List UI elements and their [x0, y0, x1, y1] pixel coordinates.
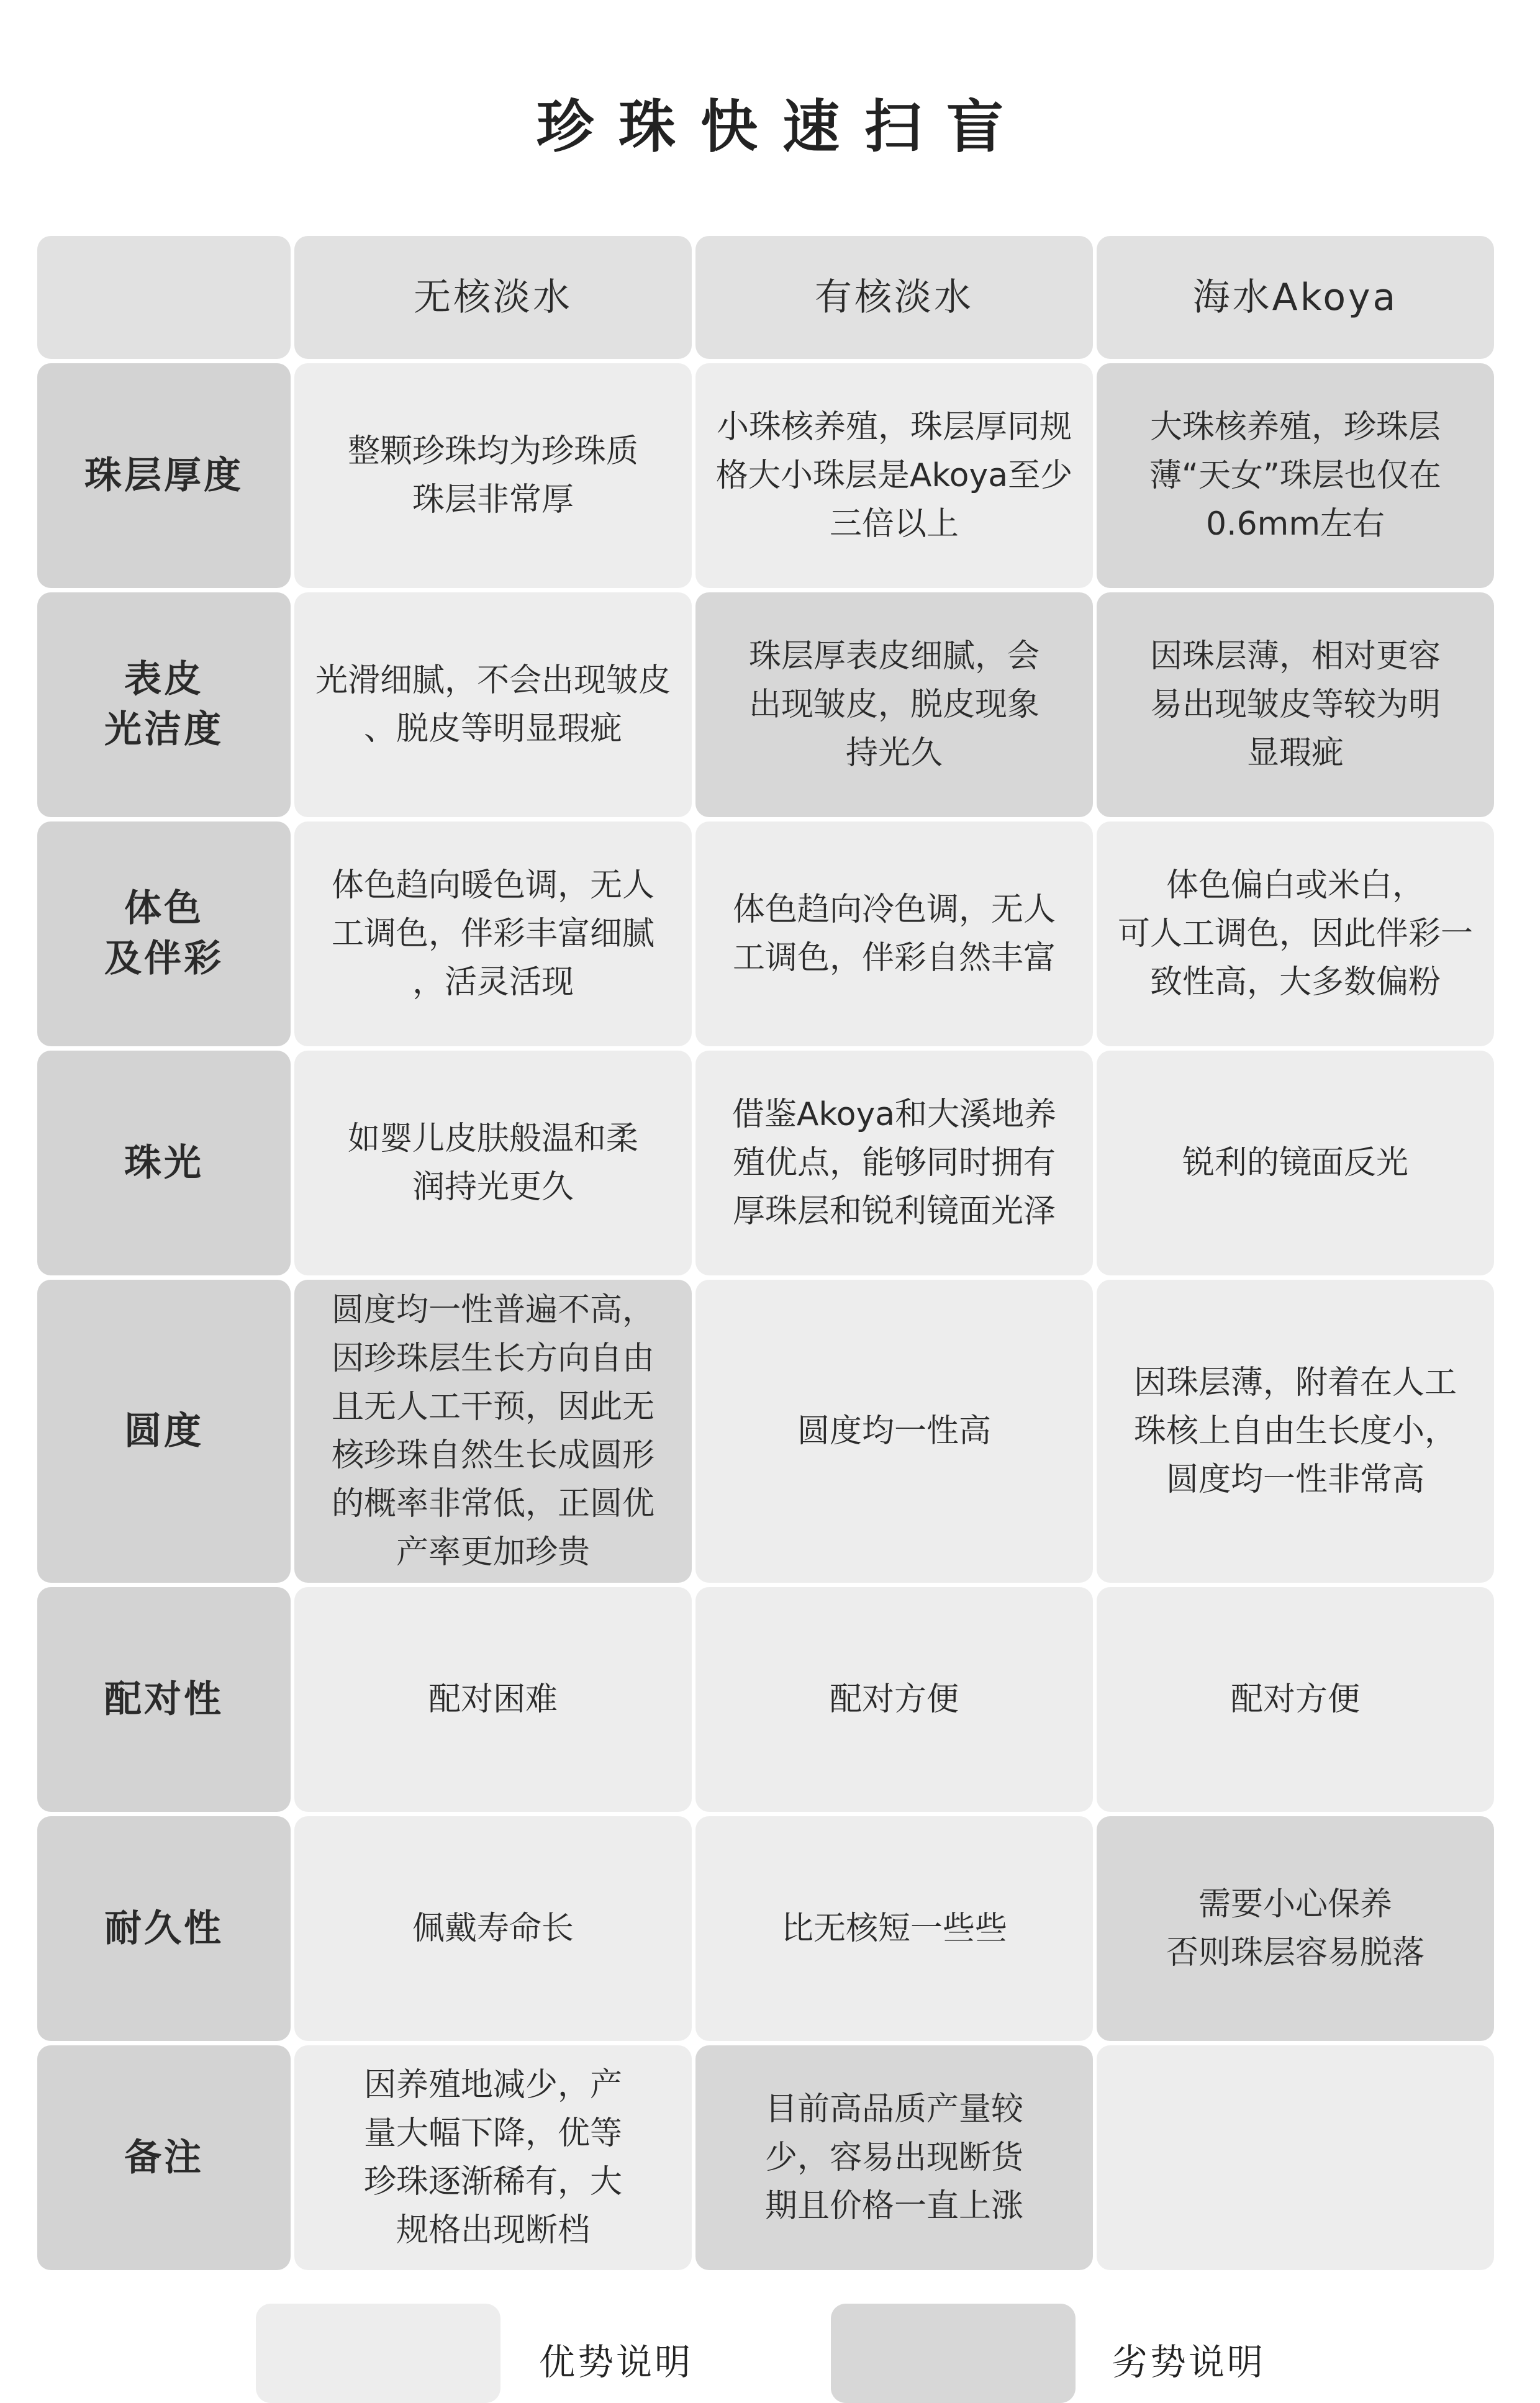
row-header: 表皮 光洁度 — [37, 592, 291, 817]
table-cell: 因珠层薄，相对更容 易出现皱皮等较为明 显瑕疵 — [1097, 592, 1494, 817]
legend-bad-label: 劣势说明 — [1112, 2341, 1266, 2383]
table-cell: 比无核短一些些 — [695, 1816, 1093, 2041]
column-header: 海水Akoya — [1097, 236, 1494, 359]
table-cell: 整颗珍珠均为珍珠质 珠层非常厚 — [294, 363, 692, 588]
table-cell: 配对方便 — [695, 1587, 1093, 1812]
table-cell: 配对方便 — [1097, 1587, 1494, 1812]
table-cell: 圆度均一性高 — [695, 1280, 1093, 1583]
legend — [0, 2297, 1540, 2384]
table-cell: 体色趋向冷色调，无人 工调色，伴彩自然丰富 — [695, 821, 1093, 1046]
table-cell: 圆度均一性普遍不高， 因珍珠层生长方向自由 且无人工干预，因此无 核珍珠自然生长成圆形 的概率非常低，正圆优 产率更加珍贵 — [294, 1280, 692, 1583]
comparison-table — [37, 236, 1494, 2270]
table-corner — [37, 236, 291, 359]
page-title: 珍珠快速扫盲 — [536, 94, 1028, 160]
row-header: 珠层厚度 — [37, 363, 291, 588]
table-cell: 体色偏白或米白， 可人工调色，因此伴彩一 致性高，大多数偏粉 — [1097, 821, 1494, 1046]
table-cell: 大珠核养殖，珍珠层 薄“天女”珠层也仅在 0.6mm左右 — [1097, 363, 1494, 588]
row-header: 备注 — [37, 2045, 291, 2270]
table-cell: 因珠层薄，附着在人工 珠核上自由生长度小， 圆度均一性非常高 — [1097, 1280, 1494, 1583]
table-cell: 需要小心保养 否则珠层容易脱落 — [1097, 1816, 1494, 2041]
row-header: 珠光 — [37, 1051, 291, 1275]
table-cell: 因养殖地减少，产 量大幅下降，优等 珍珠逐渐稀有，大 规格出现断档 — [294, 2045, 692, 2270]
row-header: 配对性 — [37, 1587, 291, 1812]
legend-good-swatch — [256, 2304, 500, 2403]
table-cell: 佩戴寿命长 — [294, 1816, 692, 2041]
table-cell: 配对困难 — [294, 1587, 692, 1812]
table-cell: 借鉴Akoya和大溪地养 殖优点，能够同时拥有 厚珠层和锐利镜面光泽 — [695, 1051, 1093, 1275]
legend-bad-swatch — [831, 2304, 1076, 2403]
table-cell: 珠层厚表皮细腻，会 出现皱皮，脱皮现象 持光久 — [695, 592, 1093, 817]
row-header: 体色 及伴彩 — [37, 821, 291, 1046]
column-header: 无核淡水 — [294, 236, 692, 359]
table-cell: 如婴儿皮肤般温和柔 润持光更久 — [294, 1051, 692, 1275]
table-cell: 锐利的镜面反光 — [1097, 1051, 1494, 1275]
table-cell: 光滑细腻，不会出现皱皮 、脱皮等明显瑕疵 — [294, 592, 692, 817]
column-header: 有核淡水 — [695, 236, 1093, 359]
row-header: 圆度 — [37, 1280, 291, 1583]
table-cell: 小珠核养殖，珠层厚同规 格大小珠层是Akoya至少 三倍以上 — [695, 363, 1093, 588]
row-header: 耐久性 — [37, 1816, 291, 2041]
table-cell: 体色趋向暖色调，无人 工调色，伴彩丰富细腻 ，活灵活现 — [294, 821, 692, 1046]
table-cell: 目前高品质产量较 少，容易出现断货 期且价格一直上涨 — [695, 2045, 1093, 2270]
table-cell — [1097, 2045, 1494, 2270]
legend-good-label: 优势说明 — [539, 2341, 694, 2383]
